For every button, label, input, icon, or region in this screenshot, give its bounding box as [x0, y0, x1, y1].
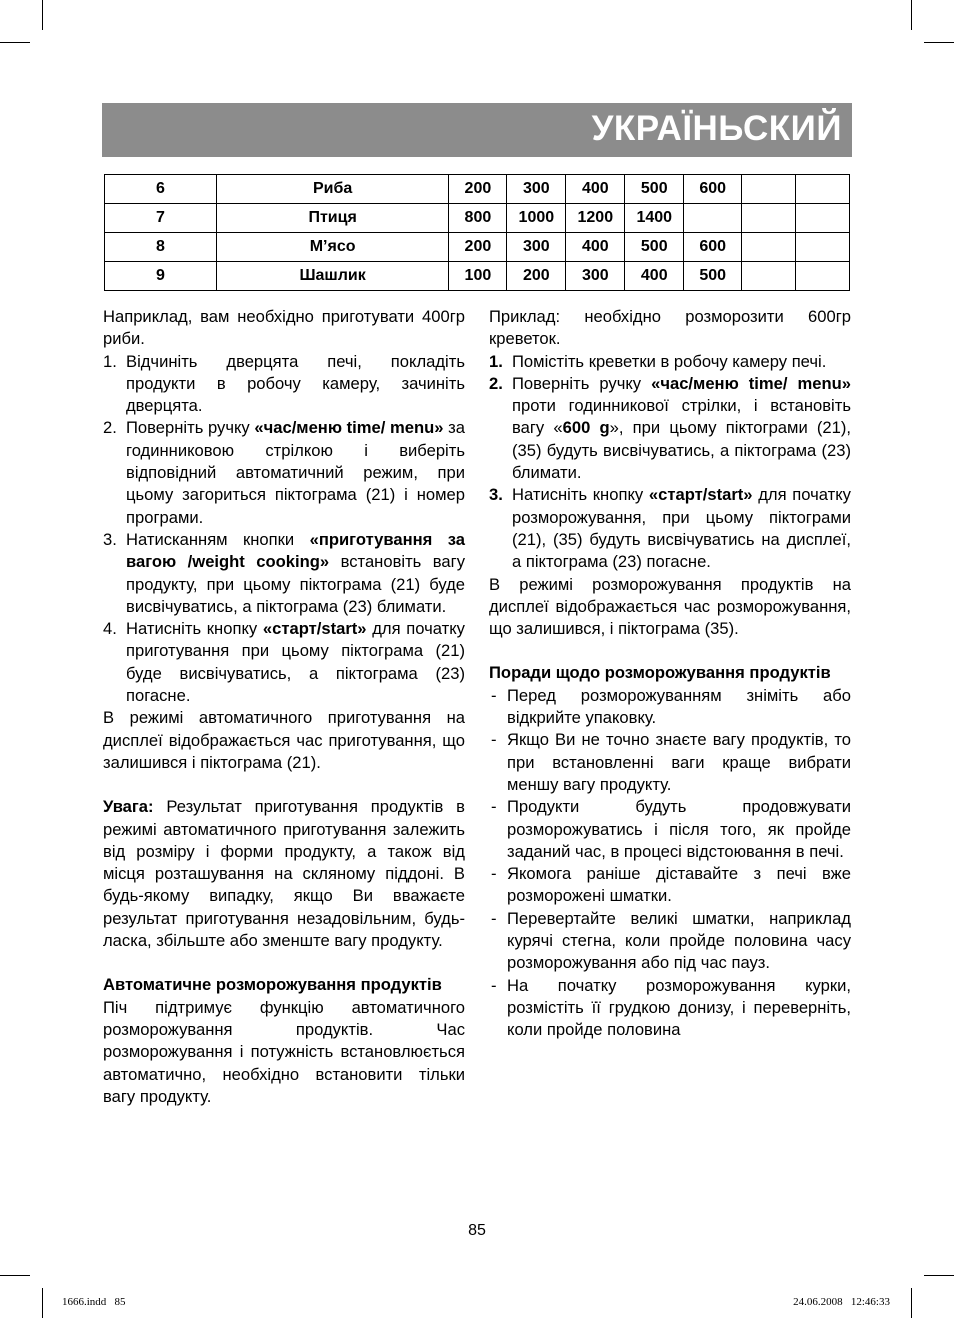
tip-text: Якщо Ви не точно знаєте вагу продуктів, то при встановленні ваги краще вибрати меншу вагу продукту. [507, 730, 851, 794]
dash-bullet: - [491, 797, 497, 817]
weight-cell: 300 [507, 233, 566, 262]
step-text: », при цьому піктограми (21), (35) будуть висвічуватись, а піктограма (23) блимати. [512, 418, 852, 483]
date-slug: 24.06.2008 12:46:33 [793, 1296, 890, 1308]
step-bold-text: «приготування за вагою /weight cooking» [126, 529, 465, 572]
step-bold-text: «старт/start» [262, 619, 367, 639]
program-number: 9 [105, 262, 217, 291]
weight-cell: 800 [449, 204, 507, 233]
weight-cell [742, 204, 796, 233]
weight-cell [742, 175, 796, 204]
list-item [103, 351, 465, 418]
weight-cell [796, 204, 850, 233]
auto-mode-paragraph: В режимі автоматичного приготування на дисплеї відображається час приготування, що залишився і піктограма (21). [103, 708, 465, 772]
weight-cell [796, 175, 850, 204]
weight-cell: 1000 [507, 204, 566, 233]
weight-cell [684, 204, 742, 233]
crop-mark [0, 1275, 30, 1276]
step-bold-text: «час/меню time/ menu» [651, 373, 851, 393]
program-name: М’ясо [216, 233, 449, 262]
crop-mark [911, 1288, 912, 1318]
weight-cell: 1200 [566, 204, 625, 233]
language-title: УКРАЇНЬСКИЙ [591, 109, 842, 148]
step-text: Натисніть кнопку [126, 619, 263, 639]
step-number: 1. [489, 351, 503, 371]
crop-mark [924, 42, 954, 43]
program-name: Птиця [216, 204, 449, 233]
left-column [103, 306, 465, 1108]
cooking-example-intro: Наприклад, вам необхідно приготувати 400гр риби. [103, 307, 465, 349]
tip-text: Перед розморожуванням зніміть або відкрийте упаковку. [507, 685, 851, 728]
dash-bullet: - [491, 685, 497, 705]
weight-cell: 200 [449, 233, 507, 262]
step-number: 2. [103, 418, 117, 438]
step-number: 3. [103, 529, 117, 549]
warning-label: Увага: [103, 797, 154, 817]
dash-bullet: - [491, 864, 497, 884]
table-row [105, 204, 850, 233]
program-weight-table [104, 174, 850, 291]
program-name: Риба [216, 175, 449, 204]
program-number: 7 [105, 204, 217, 233]
step-text: для початку приготування при цьому піктограма (21) буде висвічуватись, а піктограма (23) погасне. [126, 619, 465, 706]
step-number: 3. [489, 485, 503, 505]
list-item [103, 417, 465, 528]
list-item [103, 529, 465, 618]
list-item [489, 373, 851, 484]
weight-cell: 500 [625, 233, 684, 262]
defrost-example-intro: Приклад: необхідно розморозити 600гр креветок. [489, 307, 851, 349]
list-item [489, 908, 851, 975]
weight-cell: 600 [684, 175, 742, 204]
tip-text: На початку розморожування курки, розмістіть її грудкою донизу, і переверніть, коли пройде половина [507, 975, 851, 1040]
step-text: Поверніть ручку [512, 373, 652, 393]
weight-cell: 200 [507, 262, 566, 291]
list-item [489, 484, 851, 573]
crop-mark [42, 0, 43, 30]
warning-text: Результат приготування продуктів в режимі автоматичного приготування залежить від розміру і форми продукту, а також від місця розташування на скляному піддоні. В будь-якому випадку, якщо Ви вважаєте результат приготування незадовільним, будь-ласка, збільште або зменште вагу продукту. [103, 797, 465, 951]
step-text: Відчиніть дверцята печі, покладіть продукти в робочу камеру, зачиніть дверцята. [126, 351, 465, 416]
list-item [103, 618, 465, 707]
list-item [489, 351, 851, 373]
dash-bullet: - [491, 975, 497, 995]
crop-mark [42, 1288, 43, 1318]
step-number: 2. [489, 373, 503, 393]
step-text: для початку розморожування, при цьому піктограми (21), (35) будуть висвічуватись на дисплеї, а піктограма (23) погасне. [512, 485, 851, 572]
step-text: проти годинникової стрілки, і встановіть вагу « [512, 396, 851, 438]
weight-cell: 1400 [625, 204, 684, 233]
defrost-paragraph: Піч підтримує функцію автоматичного розморожування продуктів. Час розморожування і потужність встановлюється автоматично, необхідно встановити тільки вагу продукту. [103, 997, 465, 1106]
crop-mark [0, 42, 30, 43]
weight-cell [742, 233, 796, 262]
step-bold-text: «старт/start» [648, 485, 753, 505]
weight-cell: 100 [449, 262, 507, 291]
list-item [489, 863, 851, 908]
step-text: за годинниковою стрілкою і виберіть відповідний автоматичний режим, при цьому загориться піктограма (21) і номер програми. [126, 418, 466, 527]
tip-text: Якомога раніше діставайте з печі вже розморожені шматки. [507, 864, 851, 906]
defrost-mode-paragraph: В режимі розморожування продуктів на дисплеї відображається час розморожування, що залишився, і піктограма (35). [489, 574, 851, 639]
weight-cell: 500 [625, 175, 684, 204]
weight-cell: 400 [566, 175, 625, 204]
weight-cell: 400 [566, 233, 625, 262]
weight-cell: 300 [566, 262, 625, 291]
section-heading: Поради щодо розморожування продуктів [489, 663, 831, 683]
defrost-tips [489, 685, 851, 1042]
warning-paragraph [103, 796, 465, 952]
dash-bullet: - [491, 908, 497, 928]
weight-cell [796, 262, 850, 291]
weight-cell: 300 [507, 175, 566, 204]
file-slug: 1666.indd 85 [62, 1296, 126, 1308]
step-bold-text: 600 g [562, 418, 610, 438]
weight-cell [796, 233, 850, 262]
defrost-steps [489, 351, 851, 574]
right-column [489, 306, 851, 1042]
cooking-steps [103, 351, 465, 708]
list-item [489, 975, 851, 1042]
step-text: Помістіть креветки в робочу камеру печі. [512, 351, 827, 371]
weight-cell: 400 [625, 262, 684, 291]
step-text: Натисніть кнопку [512, 485, 649, 505]
step-number: 4. [103, 619, 117, 639]
step-number: 1. [103, 351, 117, 371]
page-number: 85 [468, 1222, 486, 1239]
program-name: Шашлик [216, 262, 449, 291]
table-row [105, 175, 850, 204]
dash-bullet: - [491, 730, 497, 750]
step-text: Натисканням кнопки [126, 529, 310, 549]
list-item [489, 796, 851, 863]
weight-cell: 200 [449, 175, 507, 204]
crop-mark [924, 1275, 954, 1276]
program-number: 8 [105, 233, 217, 262]
table-row [105, 233, 850, 262]
program-number: 6 [105, 175, 217, 204]
language-header-bar [102, 103, 852, 157]
tip-text: Продукти будуть продовжувати розморожуватись і після того, як пройде заданий час, в процесі відстоювання в печі. [507, 797, 851, 861]
tip-text: Перевертайте великі шматки, наприклад курячі стегна, коли пройде половина часу розморожування або під час пауз. [507, 908, 851, 973]
list-item [489, 729, 851, 796]
table-row [105, 262, 850, 291]
step-bold-text: «час/меню time/ menu» [254, 418, 444, 438]
weight-cell: 500 [684, 262, 742, 291]
weight-cell [742, 262, 796, 291]
step-text: Поверніть ручку [126, 418, 255, 438]
step-text: встановіть вагу продукту, при цьому піктограма (21) буде висвічуватись, а піктограма (23) блимати. [126, 552, 465, 616]
section-heading: Автоматичне розморожування продуктів [103, 975, 442, 995]
weight-cell: 600 [684, 233, 742, 262]
list-item [489, 685, 851, 730]
crop-mark [911, 0, 912, 30]
